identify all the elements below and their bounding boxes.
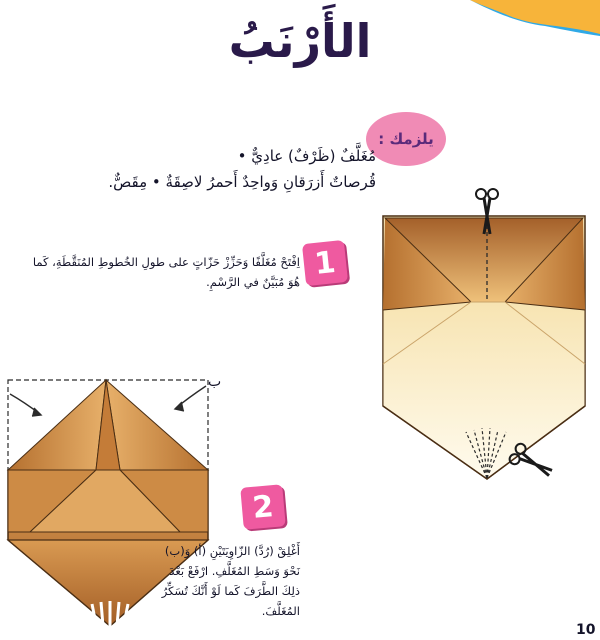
materials-badge: يلزمك : [366,112,446,166]
page-number: 10 [576,622,596,638]
page-title: الأَرْنَبُ [228,14,372,68]
materials-line-1: مُغَلَّفٌ (ظَرْفٌ) عادِيٌّ • [237,147,376,165]
step-2-instructions: أَغْلِقْ (رُدَّ) الزّاوِيَتَيْنِ (أ) وَ(ب) نَحْوَ وَسَطِ المُغَلَّفِ. ارْفَعْ بَعْدَ ذلِكَ الطَّرَفَ كَما لَوْ أَنَّكَ تُسَكِّرُ المُغَلَّفَ. [161,544,300,618]
step-2-number: 2 [240,484,286,530]
corner-label-b: ب [208,374,222,390]
step-1-instructions: اِفْتَحْ مُغَلَّفًا وَحَزِّزْ حَزّاتٍ على طولِ الخُطوطِ المُنَقَّطَةِ، كَما هُوَ مُبَيَّنٌ في الرَّسْمِ. [32,255,300,289]
materials-line-2: قُرصاتٌ أَزرَقانِ وَواحِدٌ أَحمرُ لاصِقَةٌ • مِقَصٌّ. [108,173,376,191]
step-1-number: 1 [302,240,348,286]
